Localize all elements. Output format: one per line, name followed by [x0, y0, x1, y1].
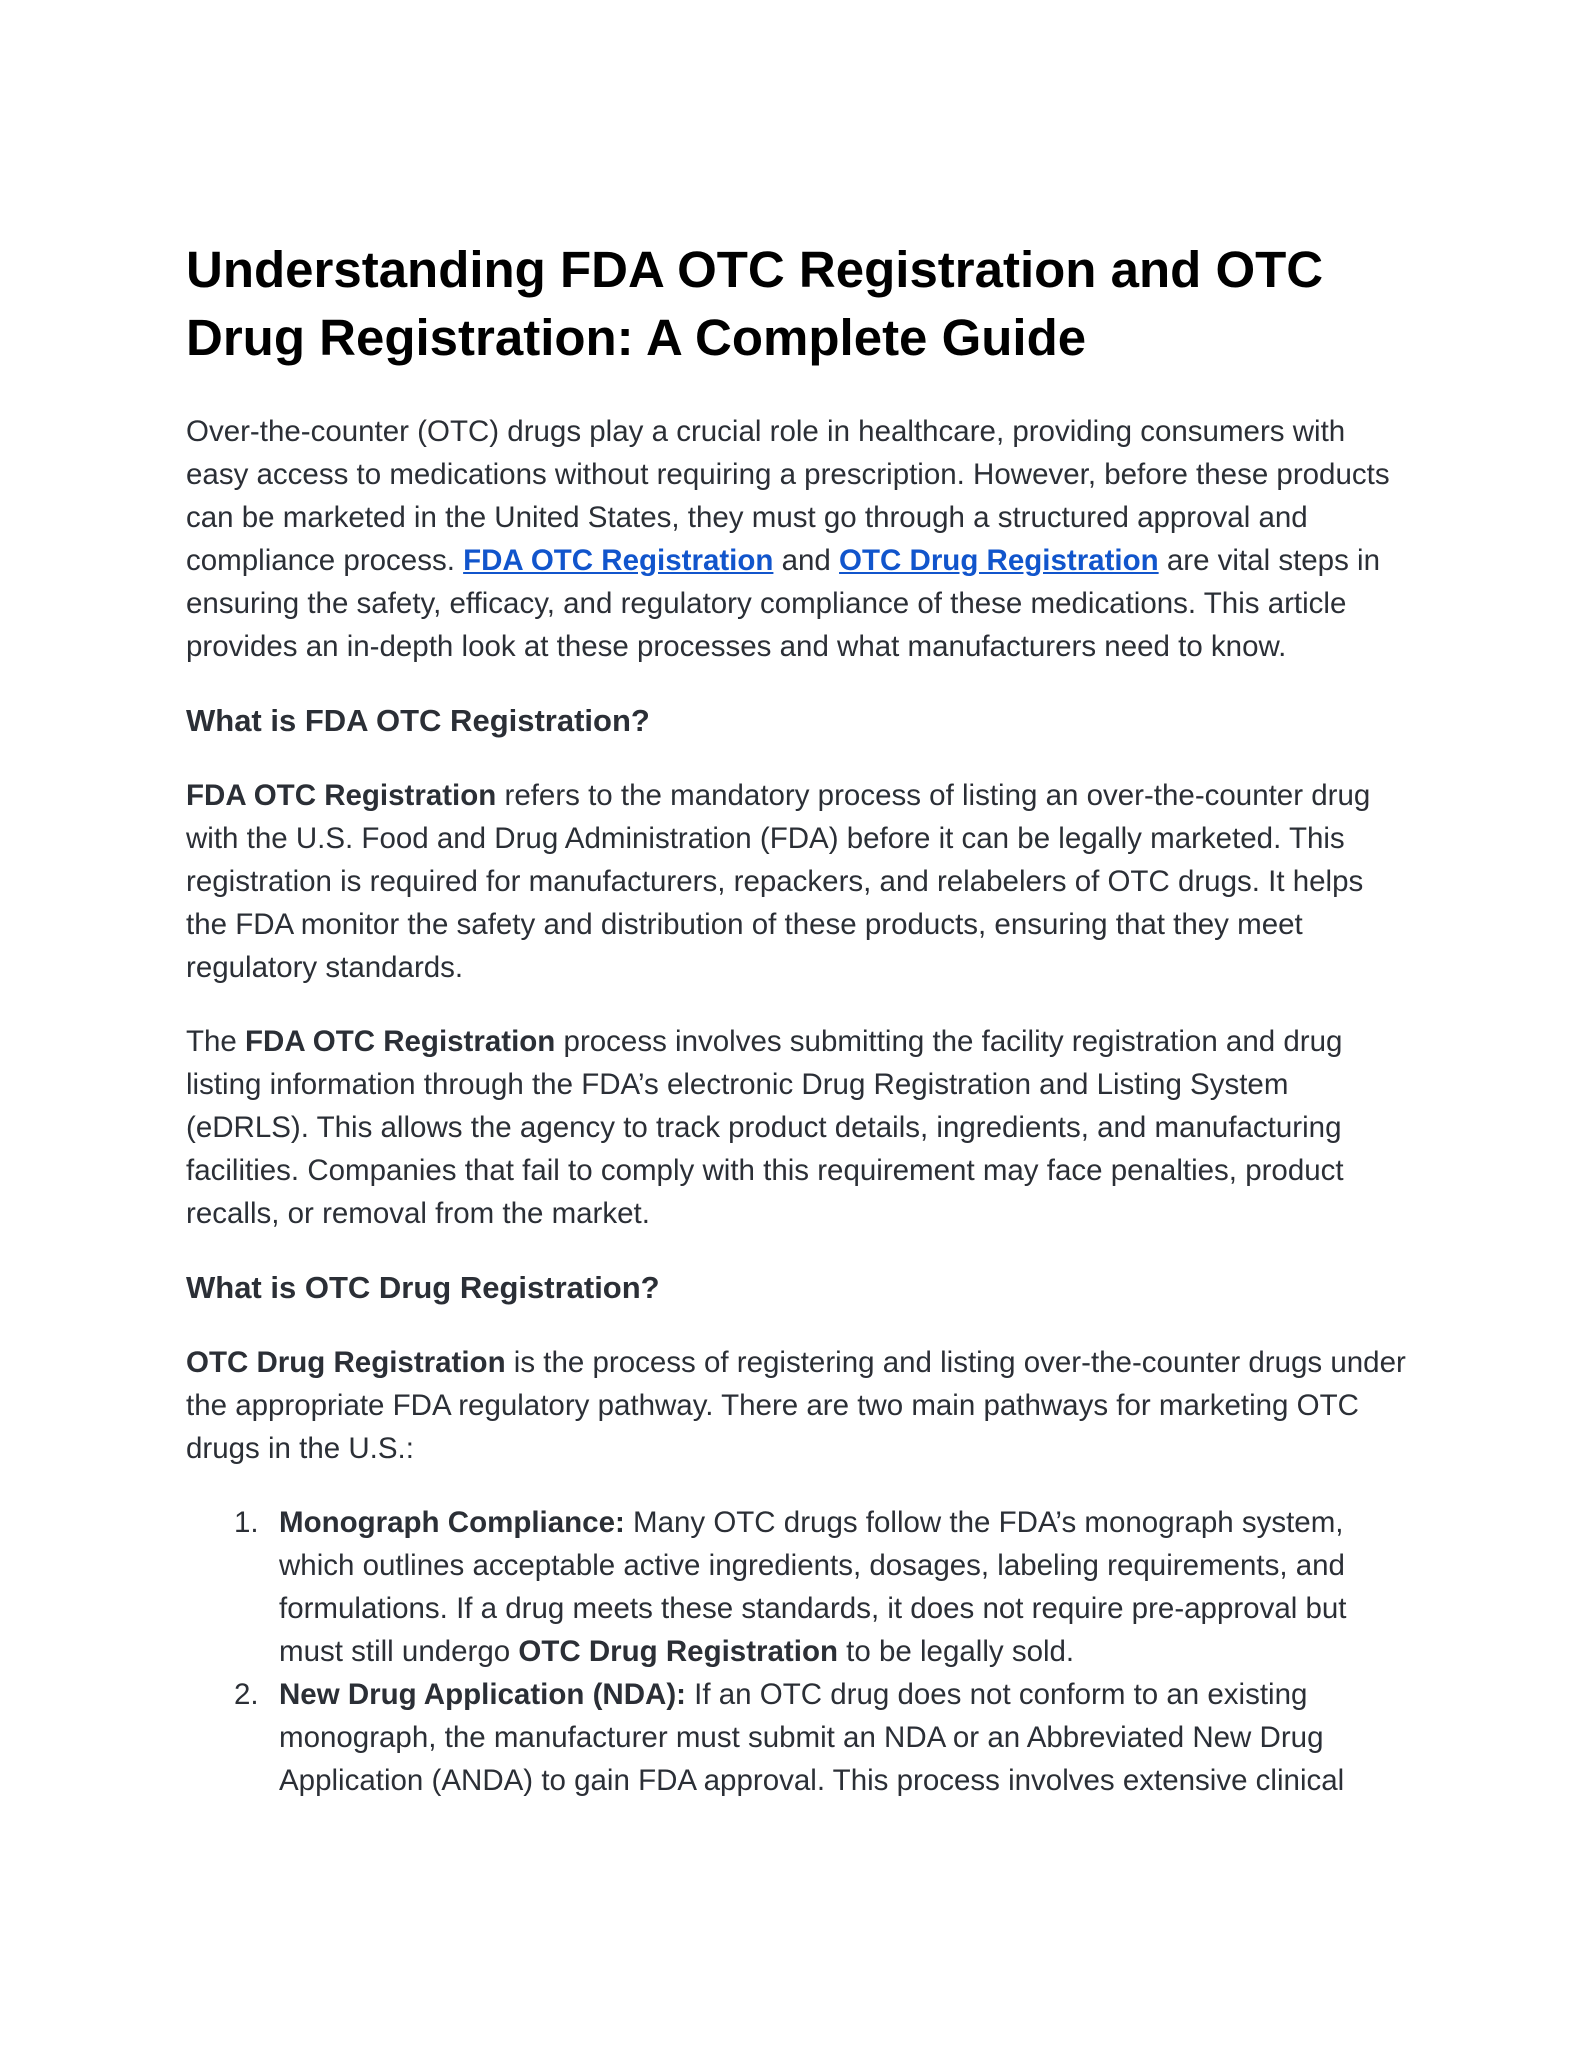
list-item [186, 1673, 1406, 1802]
list-number: 1. [234, 1506, 259, 1539]
section2-paragraph-1 [186, 1341, 1406, 1470]
pathway-list [186, 1501, 1406, 1802]
list-item-title: Monograph Compliance: [279, 1506, 625, 1539]
intro-text-after: are vital steps in ensuring the safety, efficacy, and regulatory compliance of these medications. This article provides an in-depth look at these processes and what manufacturers need to know. [186, 544, 1380, 663]
paragraph-text: process involves submitting the facility registration and drug listing information through the FDA’s electronic Drug Registration and Listing System (eDRLS). This allows the agency to track product details, ingredients, and manufacturing facilities. Companies that fail to comply with this requirement may face penalties, product recalls, or removal from the market. [186, 1025, 1344, 1230]
paragraph-text: The [186, 1025, 246, 1058]
paragraph-text: refers to the mandatory process of listing an over-the-counter drug with the U.S. Food and Drug Administration (FDA) before it can be legally marketed. This registration is required for manufacturers, repackers, and relabelers of OTC drugs. It helps the FDA monitor the safety and distribution of these products, ensuring that they meet regulatory standards. [186, 779, 1371, 984]
fda-otc-registration-link[interactable]: FDA OTC Registration [463, 544, 774, 577]
list-number: 2. [234, 1678, 259, 1711]
section1-paragraph-1 [186, 774, 1406, 989]
document-page [186, 236, 1406, 1802]
list-item-text: If an OTC drug does not conform to an existing monograph, the manufacturer must submit an NDA or an Abbreviated New Drug Application (ANDA) to gain FDA approval. This process involves extensive clinical [279, 1678, 1345, 1797]
bold-term: FDA OTC Registration [186, 779, 497, 812]
bold-term: FDA OTC Registration [245, 1025, 556, 1058]
list-item-title: New Drug Application (NDA): [279, 1678, 686, 1711]
section1-paragraph-2 [186, 1020, 1406, 1235]
bold-term: OTC Drug Registration [518, 1635, 838, 1668]
list-item-text: to be legally sold. [837, 1635, 1075, 1668]
bold-term: OTC Drug Registration [186, 1346, 506, 1379]
intro-paragraph [186, 410, 1406, 668]
intro-text-between: and [773, 544, 840, 577]
section-heading-otc-drug: What is OTC Drug Registration? [186, 1270, 660, 1305]
list-item [186, 1501, 1406, 1673]
otc-drug-registration-link[interactable]: OTC Drug Registration [839, 544, 1159, 577]
page-title: Understanding FDA OTC Registration and OTC Drug Registration: A Complete Guide [186, 241, 1324, 366]
section-heading-fda-otc: What is FDA OTC Registration? [186, 703, 650, 738]
list-item-text: Many OTC drugs follow the FDA’s monograph system, which outlines acceptable active ingredients, dosages, labeling requirements, and formulations. If a drug meets these standards, it does not require pre-approval but must still undergo [279, 1506, 1347, 1668]
paragraph-text: is the process of registering and listing over-the-counter drugs under the appropriate FDA regulatory pathway. There are two main pathways for marketing OTC drugs in the U.S.: [186, 1346, 1406, 1465]
intro-text-before: Over-the-counter (OTC) drugs play a crucial role in healthcare, providing consumers with easy access to medications without requiring a prescription. However, before these products can be marketed in the United States, they must go through a structured approval and compliance process. [186, 415, 1390, 577]
